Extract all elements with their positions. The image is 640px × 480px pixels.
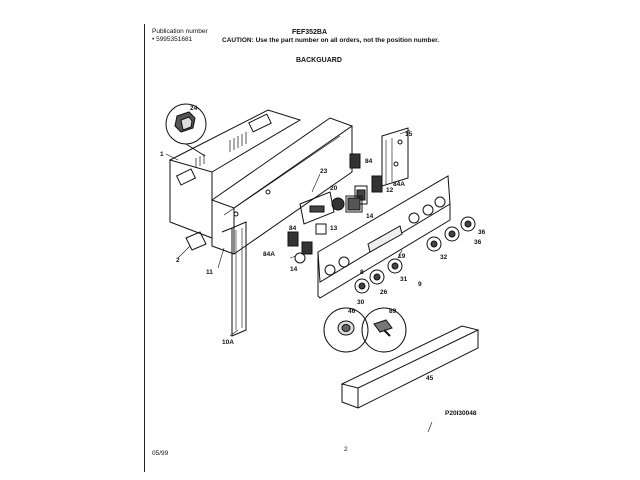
footer-date: 05/99 — [152, 450, 169, 457]
publication-number: • 5995351681 — [152, 36, 193, 43]
callout-36b: 36 — [474, 239, 482, 246]
callout-10a: 10A — [222, 339, 234, 346]
callout-26: 26 — [380, 289, 388, 296]
callout-36a: 36 — [478, 229, 486, 236]
callout-13: 13 — [330, 225, 338, 232]
callout-2: 2 — [176, 257, 180, 264]
callout-46: 46 — [348, 308, 356, 315]
callout-14-top: 14 — [366, 213, 374, 220]
page-number: 2 — [344, 446, 348, 453]
callout-9: 9 — [418, 281, 422, 288]
switch-14-left — [295, 253, 305, 263]
callout-11: 11 — [206, 269, 213, 276]
callout-84a-left: 84A — [263, 251, 275, 258]
callout-19: 19 — [398, 253, 406, 260]
callout-8: 8 — [360, 269, 364, 276]
control-panel — [318, 176, 450, 282]
callout-89: 89 — [389, 308, 397, 315]
callout-84-left: 84 — [289, 225, 297, 232]
callout-84-top: 84 — [365, 158, 373, 165]
publication-number-label: Publication number — [152, 28, 208, 35]
callout-23: 23 — [320, 168, 328, 175]
callout-32: 32 — [440, 254, 448, 261]
model-number: FEF352BA — [292, 29, 328, 36]
callout-30: 30 — [357, 299, 365, 306]
caution-note: CAUTION: Use the part number on all orders, not the position number. — [222, 37, 440, 44]
callout-12: 12 — [386, 187, 394, 194]
callout-15: 15 — [405, 131, 413, 138]
figure-code: P20I30048 — [445, 410, 477, 417]
callout-14-left: 14 — [290, 266, 298, 273]
callout-84a-top: 84A — [393, 181, 405, 188]
callout-20: 20 — [330, 185, 338, 192]
callout-31: 31 — [400, 276, 408, 283]
section-title: BACKGUARD — [296, 57, 342, 64]
callout-45: 45 — [426, 375, 434, 382]
callout-1: 1 — [160, 151, 164, 158]
callout-24: 24 — [190, 105, 198, 112]
